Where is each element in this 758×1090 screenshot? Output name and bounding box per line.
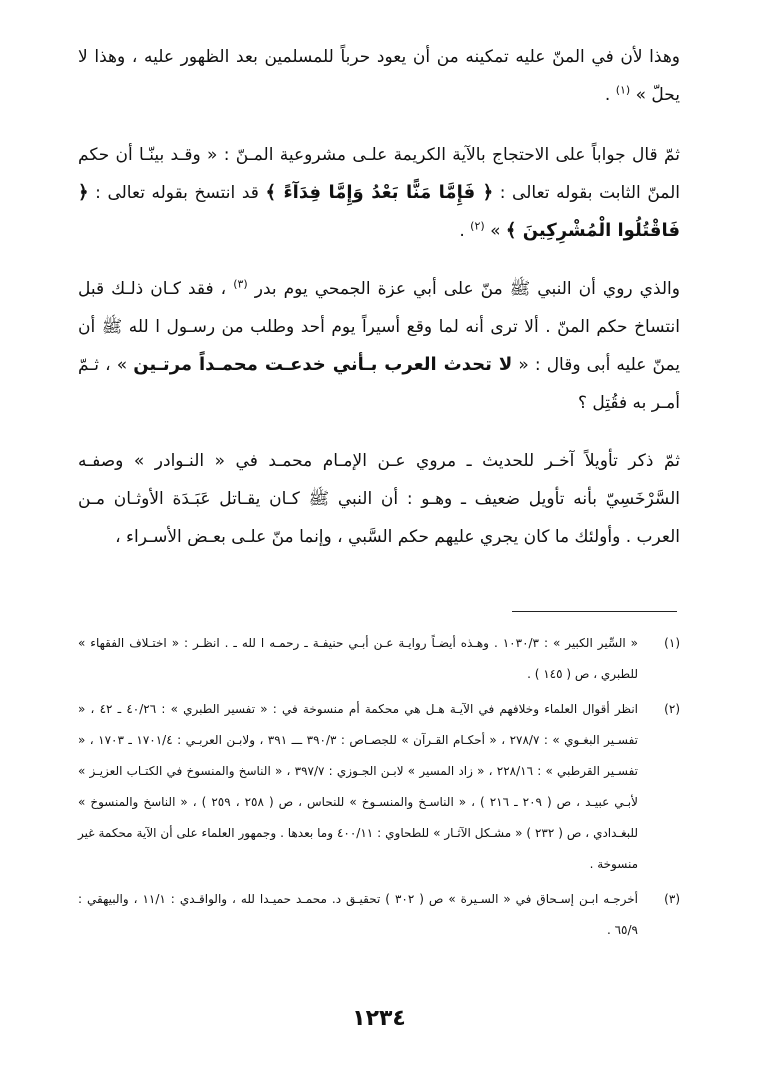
paragraph-2-end: . [459, 221, 471, 241]
page-number: ١٢٣٤ [352, 1006, 406, 1031]
footnote-ref-3: (٣) [233, 277, 248, 291]
paragraph-1 [78, 38, 680, 114]
paragraph-1-end: . [604, 85, 616, 105]
footnote-number: (١) [664, 636, 680, 650]
paragraph-1-text: وهذا لأن في المنّ عليه تمكينه من أن يعود حرباً للمسلمين بعد الظهور عليه ، وهذا لا يحلّ » [78, 47, 680, 105]
paragraph-3 [78, 270, 680, 422]
footnote-divider [512, 611, 677, 612]
paragraph-2-text-a: ثمّ قال جواباً على الاحتجاج بالآية الكريمة علـى مشروعية المـنّ : « وقـد بينّـا أن حكم المنّ الثابت بقوله تعالى : [78, 145, 680, 203]
paragraph-2-text-b: قد انتسخ بقوله تعالى : [95, 183, 259, 203]
footnote-number: (٢) [664, 702, 680, 716]
hadith-quote: لا تحدث العرب بـأني خدعـت محمـداً مرتـين [133, 354, 513, 375]
quran-verse-2: ﴿ فَاقْتُلُوا الْمُشْرِكِينَ ﴾ [78, 182, 680, 241]
footnote-text: انظر أقوال العلماء وخلافهم في الآيـة هـل هي محكمة أم منسوخة في : « تفسير الطبري » : ٤٠/٢٦ ـ ٤٢ ، « تفسـير البغـوي » : ٢٧٨/٧ ، « أحكـام القـرآن » للجصـاص : ٣٩٠/٣ ـــ ٣٩١ ، ولابـن العربـي : ١٧٠١/٤ ـ ١٧٠٣ ، « تفسـير القرطبي » : ٢٢٨/١٦ ، « زاد المسير » لابـن الجـوزي : ٣٩٧/٧ ، « الناسخ والمنسوخ في الكتـاب العزيـز » لأبـي عبيـد ، ص ( ٢٠٩ ـ ٢١٦ ) ، « الناسـخ والمنسـوخ » للنحاس ، ص ( ٢٥٨ ، ٢٥٩ ) ، « الناسخ والمنسوخ » للبغـدادي ، ص ( ٢٣٢ ) « مشـكل الآثـار » للطحاوي : ٤٠٠/١١ وما بعدها . وجمهور العلماء على أن الآية محكمة غير منسوخة . [78, 702, 639, 871]
footnote [78, 628, 680, 690]
quran-verse-1: ﴿ فَإِمَّا مَنًّا بَعْدُ وَإِمَّا فِدَآءً ﴾ [265, 182, 494, 203]
paragraph-3-text-b: ، فقد كـان ذلـك قبل انتساخ حكم المنّ . ألا ترى أنه لما وقع أسيراً يوم أحد وطلب من رسـول ا لله ﷺ أن يمنّ عليه أبى وقال : « [78, 279, 681, 375]
paragraph-2 [78, 136, 680, 250]
footnote-number: (٣) [664, 892, 680, 906]
footnote-text: « السِّير الكبير » : ١٠٣٠/٣ . وهـذه أيضـاً روايـة عـن أبـي حنيفـة ـ رحمـه ا لله ـ . انظـر : « اختـلاف الفقهاء » للطبري ، ص ( ١٤٥ ) . [78, 636, 638, 681]
paragraph-2-close-quote: » [490, 221, 501, 241]
paragraph-3-text-a: والذي روي أن النبي ﷺ منّ على أبي عزة الجمحي يوم بدر [254, 279, 680, 299]
paragraph-3-text-c: » ، ثـمّ أمـر به فقُتِل ؟ [78, 355, 680, 413]
footnote-ref-2: (٢) [470, 219, 485, 233]
footnote-text: أخرجـه ابـن إسـحاق في « السـيرة » ص ( ٣٠٢ ) تحقيـق د. محمـد حميـدا لله ، والواقـدي : ١١/١ ، والبيهقي : ٦٥/٩ . [78, 892, 638, 937]
footnote [78, 694, 680, 880]
paragraph-4 [78, 442, 680, 556]
footnote-ref-1: (١) [615, 83, 631, 97]
main-text [78, 38, 680, 576]
footnotes [78, 628, 680, 950]
footnote [78, 884, 680, 946]
paragraph-4-text: ثمّ ذكر تأويلاً آخـر للحديث ـ مروي عـن الإمـام محمـد في « النـوادر » وصفـه السَّرْخَسِيّ بأنه تأويل ضعيف ـ وهـو : أن النبي ﷺ كـان يقـاتل عَبَـدَة الأوثـان مـن العرب . وأولئك ما كان يجري عليهم حكم السَّبي ، وإنما منّ علـى بعـض الأسـراء ، [78, 451, 680, 547]
